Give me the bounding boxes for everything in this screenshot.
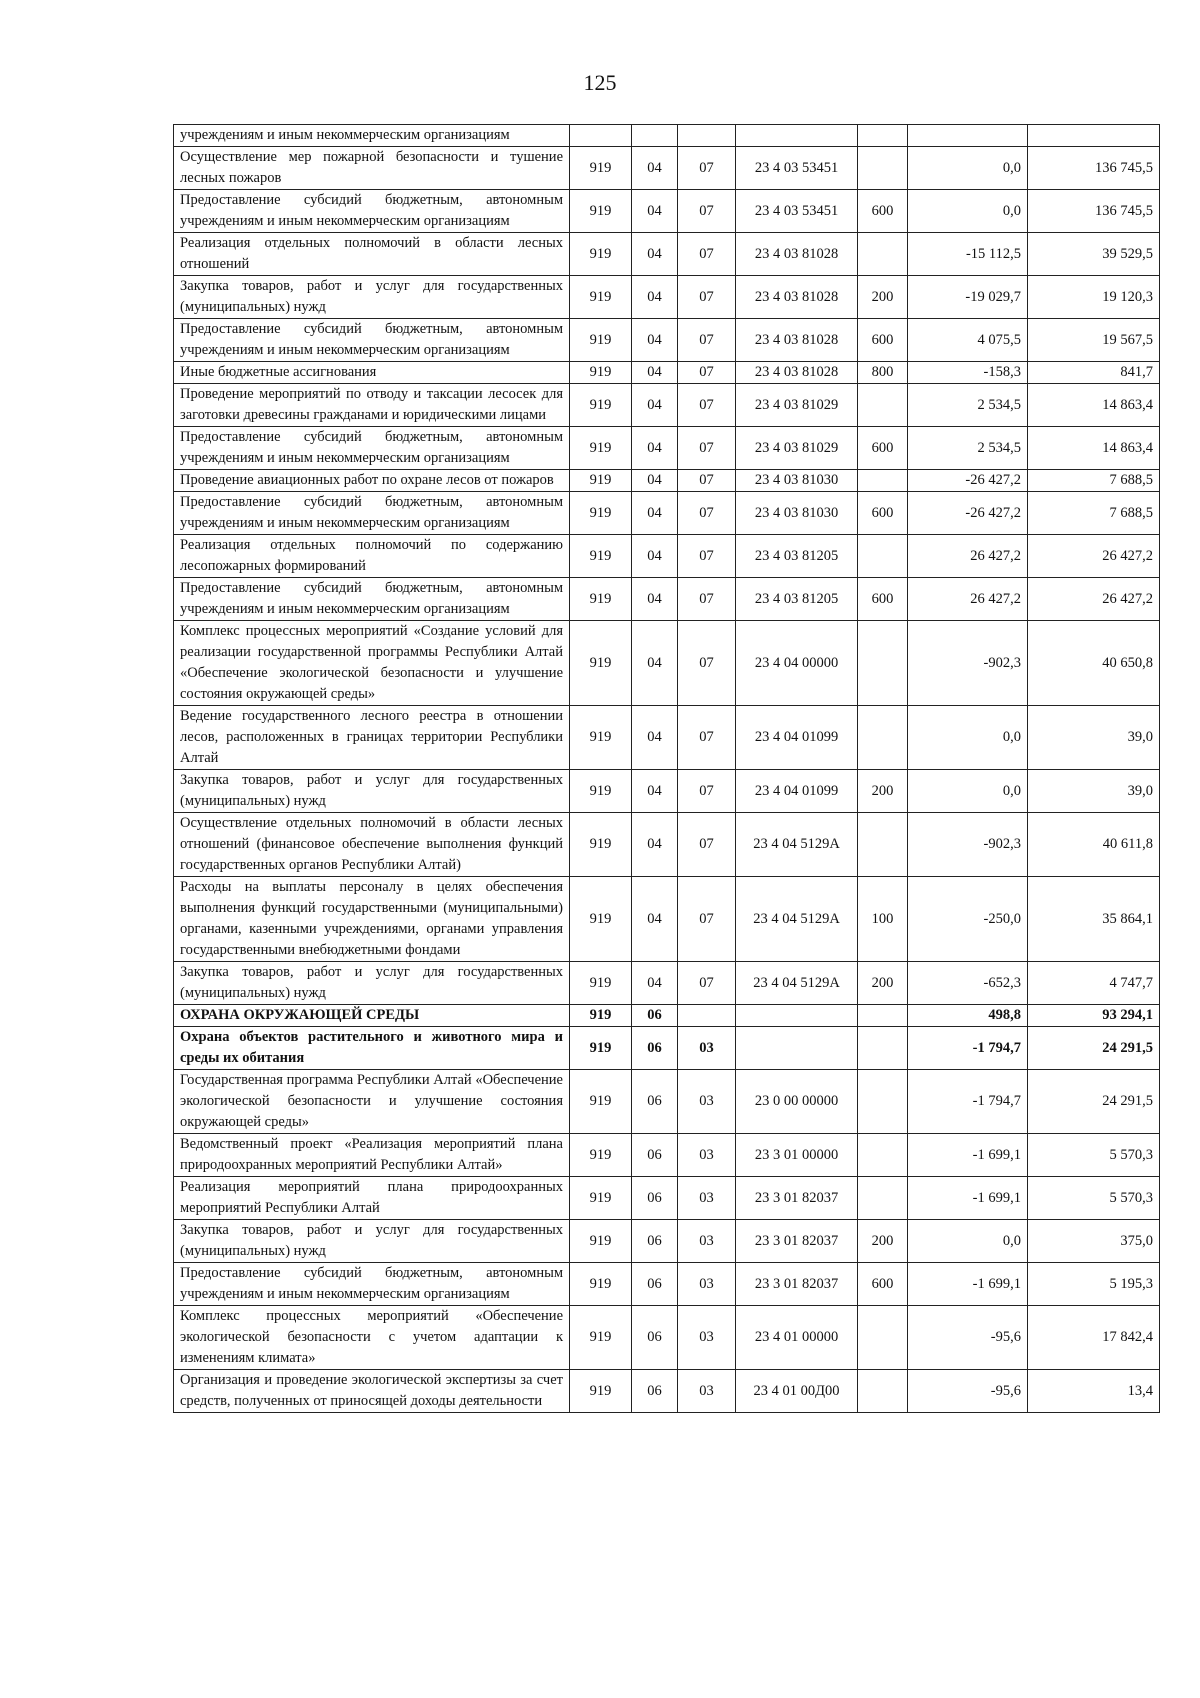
total-amount-cell: 26 427,2: [1028, 535, 1160, 578]
org-code-cell: 919: [570, 1370, 632, 1413]
row-name-cell: Организация и проведение экологической экспертизы за счет средств, полученных от приносящей доходы деятельности: [174, 1370, 570, 1413]
change-amount-cell: -902,3: [908, 813, 1028, 877]
section-code-cell: 04: [632, 535, 678, 578]
change-amount-cell: -250,0: [908, 877, 1028, 962]
section-code-cell: 04: [632, 319, 678, 362]
expense-type-cell: [858, 233, 908, 276]
total-amount-cell: 841,7: [1028, 362, 1160, 384]
row-name-cell: Реализация отдельных полномочий по содержанию лесопожарных формирований: [174, 535, 570, 578]
table-row: [174, 1070, 1160, 1134]
table-row: [174, 1027, 1160, 1070]
org-code-cell: 919: [570, 233, 632, 276]
section-code-cell: 04: [632, 962, 678, 1005]
section-code-cell: 04: [632, 470, 678, 492]
section-code-cell: 06: [632, 1027, 678, 1070]
org-code-cell: 919: [570, 770, 632, 813]
row-name-cell: Предоставление субсидий бюджетным, автономным учреждениям и иным некоммерческим организациям: [174, 492, 570, 535]
target-article-cell: 23 4 03 81029: [736, 427, 858, 470]
expense-type-cell: 600: [858, 492, 908, 535]
subsection-code-cell: 07: [678, 813, 736, 877]
target-article-cell: 23 4 03 53451: [736, 147, 858, 190]
target-article-cell: 23 4 03 81028: [736, 233, 858, 276]
target-article-cell: 23 4 03 81205: [736, 535, 858, 578]
expense-type-cell: 200: [858, 1220, 908, 1263]
section-code-cell: 04: [632, 578, 678, 621]
section-code-cell: 06: [632, 1220, 678, 1263]
org-code-cell: 919: [570, 427, 632, 470]
subsection-code-cell: 07: [678, 535, 736, 578]
table-row: [174, 147, 1160, 190]
change-amount-cell: 4 075,5: [908, 319, 1028, 362]
org-code-cell: 919: [570, 1177, 632, 1220]
subsection-code-cell: 07: [678, 384, 736, 427]
subsection-code-cell: 07: [678, 770, 736, 813]
org-code-cell: 919: [570, 877, 632, 962]
section-code-cell: 06: [632, 1370, 678, 1413]
expense-type-cell: 600: [858, 578, 908, 621]
target-article-cell: 23 3 01 82037: [736, 1220, 858, 1263]
row-name-cell: Закупка товаров, работ и услуг для государственных (муниципальных) нужд: [174, 1220, 570, 1263]
org-code-cell: 919: [570, 1263, 632, 1306]
org-code-cell: 919: [570, 384, 632, 427]
subsection-code-cell: 03: [678, 1370, 736, 1413]
table-row: [174, 1370, 1160, 1413]
expense-type-cell: [858, 1177, 908, 1220]
table-row: [174, 1134, 1160, 1177]
table-row: [174, 492, 1160, 535]
expense-type-cell: [858, 384, 908, 427]
total-amount-cell: 93 294,1: [1028, 1005, 1160, 1027]
expense-type-cell: [858, 125, 908, 147]
subsection-code-cell: 07: [678, 190, 736, 233]
target-article-cell: 23 4 03 81030: [736, 470, 858, 492]
expense-type-cell: [858, 813, 908, 877]
row-name-cell: Комплекс процессных мероприятий «Обеспечение экологической безопасности с учетом адаптации к изменениям климата»: [174, 1306, 570, 1370]
org-code-cell: 919: [570, 706, 632, 770]
target-article-cell: 23 4 03 81029: [736, 384, 858, 427]
target-article-cell: 23 3 01 82037: [736, 1177, 858, 1220]
change-amount-cell: 0,0: [908, 147, 1028, 190]
row-name-cell: Расходы на выплаты персоналу в целях обеспечения выполнения функций государственными (муниципальными) органами, казенными учреждениями, органами управления государственными внебюджетными фондами: [174, 877, 570, 962]
total-amount-cell: 136 745,5: [1028, 147, 1160, 190]
table-row: [174, 877, 1160, 962]
total-amount-cell: 4 747,7: [1028, 962, 1160, 1005]
expense-type-cell: [858, 147, 908, 190]
subsection-code-cell: 03: [678, 1070, 736, 1134]
row-name-cell: Осуществление отдельных полномочий в области лесных отношений (финансовое обеспечение выполнения функций государственных органов Республики Алтай): [174, 813, 570, 877]
change-amount-cell: 0,0: [908, 706, 1028, 770]
subsection-code-cell: [678, 125, 736, 147]
row-name-cell: Предоставление субсидий бюджетным, автономным учреждениям и иным некоммерческим организациям: [174, 427, 570, 470]
row-name-cell: Иные бюджетные ассигнования: [174, 362, 570, 384]
subsection-code-cell: 07: [678, 877, 736, 962]
target-article-cell: 23 4 04 00000: [736, 621, 858, 706]
expense-type-cell: 600: [858, 319, 908, 362]
table-row: [174, 384, 1160, 427]
total-amount-cell: 24 291,5: [1028, 1027, 1160, 1070]
section-code-cell: 06: [632, 1177, 678, 1220]
total-amount-cell: 39,0: [1028, 770, 1160, 813]
section-code-cell: 04: [632, 190, 678, 233]
target-article-cell: 23 4 03 81028: [736, 319, 858, 362]
table-row: [174, 770, 1160, 813]
org-code-cell: 919: [570, 276, 632, 319]
change-amount-cell: -902,3: [908, 621, 1028, 706]
section-code-cell: 04: [632, 770, 678, 813]
row-name-cell: Предоставление субсидий бюджетным, автономным учреждениям и иным некоммерческим организациям: [174, 190, 570, 233]
target-article-cell: 23 4 04 5129А: [736, 813, 858, 877]
budget-table: [173, 124, 1160, 1413]
table-row: [174, 706, 1160, 770]
expense-type-cell: [858, 535, 908, 578]
row-name-cell: Предоставление субсидий бюджетным, автономным учреждениям и иным некоммерческим организациям: [174, 1263, 570, 1306]
total-amount-cell: 40 611,8: [1028, 813, 1160, 877]
subsection-code-cell: 07: [678, 578, 736, 621]
row-name-cell: Проведение авиационных работ по охране лесов от пожаров: [174, 470, 570, 492]
row-name-cell: учреждениям и иным некоммерческим организациям: [174, 125, 570, 147]
change-amount-cell: -1 794,7: [908, 1027, 1028, 1070]
table-row: [174, 1177, 1160, 1220]
org-code-cell: 919: [570, 1027, 632, 1070]
subsection-code-cell: 07: [678, 621, 736, 706]
expense-type-cell: 800: [858, 362, 908, 384]
total-amount-cell: 136 745,5: [1028, 190, 1160, 233]
target-article-cell: [736, 1005, 858, 1027]
subsection-code-cell: 07: [678, 233, 736, 276]
table-row: [174, 470, 1160, 492]
total-amount-cell: 5 570,3: [1028, 1177, 1160, 1220]
table-row: [174, 962, 1160, 1005]
expense-type-cell: [858, 621, 908, 706]
change-amount-cell: 26 427,2: [908, 578, 1028, 621]
change-amount-cell: -19 029,7: [908, 276, 1028, 319]
org-code-cell: 919: [570, 621, 632, 706]
row-name-cell: Проведение мероприятий по отводу и таксации лесосек для заготовки древесины гражданами и юридическими лицами: [174, 384, 570, 427]
total-amount-cell: 375,0: [1028, 1220, 1160, 1263]
org-code-cell: 919: [570, 578, 632, 621]
total-amount-cell: 39,0: [1028, 706, 1160, 770]
target-article-cell: 23 4 04 5129А: [736, 962, 858, 1005]
total-amount-cell: 7 688,5: [1028, 470, 1160, 492]
table-row: [174, 233, 1160, 276]
table-row: [174, 319, 1160, 362]
change-amount-cell: 0,0: [908, 190, 1028, 233]
row-name-cell: Осуществление мер пожарной безопасности и тушение лесных пожаров: [174, 147, 570, 190]
expense-type-cell: 600: [858, 1263, 908, 1306]
total-amount-cell: 19 567,5: [1028, 319, 1160, 362]
row-name-cell: Закупка товаров, работ и услуг для государственных (муниципальных) нужд: [174, 962, 570, 1005]
section-code-cell: 04: [632, 384, 678, 427]
total-amount-cell: 13,4: [1028, 1370, 1160, 1413]
table-row: [174, 1220, 1160, 1263]
expense-type-cell: [858, 706, 908, 770]
section-code-cell: 06: [632, 1263, 678, 1306]
change-amount-cell: 26 427,2: [908, 535, 1028, 578]
total-amount-cell: 5 570,3: [1028, 1134, 1160, 1177]
target-article-cell: [736, 125, 858, 147]
expense-type-cell: [858, 1027, 908, 1070]
org-code-cell: 919: [570, 1220, 632, 1263]
total-amount-cell: 35 864,1: [1028, 877, 1160, 962]
total-amount-cell: 5 195,3: [1028, 1263, 1160, 1306]
target-article-cell: 23 3 01 00000: [736, 1134, 858, 1177]
target-article-cell: 23 4 04 01099: [736, 770, 858, 813]
total-amount-cell: 40 650,8: [1028, 621, 1160, 706]
row-name-cell: ОХРАНА ОКРУЖАЮЩЕЙ СРЕДЫ: [174, 1005, 570, 1027]
change-amount-cell: -652,3: [908, 962, 1028, 1005]
expense-type-cell: [858, 470, 908, 492]
subsection-code-cell: 07: [678, 276, 736, 319]
change-amount-cell: -1 699,1: [908, 1263, 1028, 1306]
org-code-cell: 919: [570, 319, 632, 362]
row-name-cell: Предоставление субсидий бюджетным, автономным учреждениям и иным некоммерческим организациям: [174, 578, 570, 621]
change-amount-cell: -1 794,7: [908, 1070, 1028, 1134]
section-code-cell: [632, 125, 678, 147]
row-name-cell: Предоставление субсидий бюджетным, автономным учреждениям и иным некоммерческим организациям: [174, 319, 570, 362]
org-code-cell: 919: [570, 535, 632, 578]
target-article-cell: 23 4 04 01099: [736, 706, 858, 770]
expense-type-cell: [858, 1005, 908, 1027]
table-row: [174, 578, 1160, 621]
subsection-code-cell: 03: [678, 1177, 736, 1220]
subsection-code-cell: 07: [678, 962, 736, 1005]
row-name-cell: Комплекс процессных мероприятий «Создание условий для реализации государственной программы Республики Алтай «Обеспечение экологической безопасности и улучшение состояния окружающей среды»: [174, 621, 570, 706]
org-code-cell: [570, 125, 632, 147]
subsection-code-cell: 03: [678, 1027, 736, 1070]
expense-type-cell: [858, 1306, 908, 1370]
target-article-cell: 23 4 01 00000: [736, 1306, 858, 1370]
section-code-cell: 04: [632, 813, 678, 877]
row-name-cell: Закупка товаров, работ и услуг для государственных (муниципальных) нужд: [174, 276, 570, 319]
table-row: [174, 813, 1160, 877]
expense-type-cell: 200: [858, 770, 908, 813]
subsection-code-cell: [678, 1005, 736, 1027]
target-article-cell: 23 4 03 81028: [736, 362, 858, 384]
change-amount-cell: -26 427,2: [908, 492, 1028, 535]
target-article-cell: 23 4 03 53451: [736, 190, 858, 233]
org-code-cell: 919: [570, 1070, 632, 1134]
budget-table-body: [174, 125, 1160, 1413]
org-code-cell: 919: [570, 147, 632, 190]
org-code-cell: 919: [570, 492, 632, 535]
change-amount-cell: -95,6: [908, 1306, 1028, 1370]
table-row: [174, 362, 1160, 384]
org-code-cell: 919: [570, 813, 632, 877]
total-amount-cell: 26 427,2: [1028, 578, 1160, 621]
subsection-code-cell: 07: [678, 706, 736, 770]
total-amount-cell: 7 688,5: [1028, 492, 1160, 535]
section-code-cell: 04: [632, 427, 678, 470]
table-row: [174, 535, 1160, 578]
target-article-cell: 23 4 03 81030: [736, 492, 858, 535]
section-code-cell: 04: [632, 233, 678, 276]
subsection-code-cell: 07: [678, 427, 736, 470]
change-amount-cell: -158,3: [908, 362, 1028, 384]
total-amount-cell: 19 120,3: [1028, 276, 1160, 319]
row-name-cell: Ведомственный проект «Реализация мероприятий плана природоохранных мероприятий Республики Алтай»: [174, 1134, 570, 1177]
expense-type-cell: 200: [858, 962, 908, 1005]
change-amount-cell: -1 699,1: [908, 1177, 1028, 1220]
page-number: 125: [583, 70, 617, 95]
change-amount-cell: 2 534,5: [908, 384, 1028, 427]
subsection-code-cell: 03: [678, 1306, 736, 1370]
section-code-cell: 04: [632, 492, 678, 535]
subsection-code-cell: 07: [678, 492, 736, 535]
section-code-cell: 06: [632, 1070, 678, 1134]
row-name-cell: Ведение государственного лесного реестра в отношении лесов, расположенных в границах территории Республики Алтай: [174, 706, 570, 770]
row-name-cell: Охрана объектов растительного и животного мира и среды их обитания: [174, 1027, 570, 1070]
org-code-cell: 919: [570, 362, 632, 384]
change-amount-cell: -26 427,2: [908, 470, 1028, 492]
total-amount-cell: 24 291,5: [1028, 1070, 1160, 1134]
section-code-cell: 06: [632, 1306, 678, 1370]
org-code-cell: 919: [570, 190, 632, 233]
change-amount-cell: -1 699,1: [908, 1134, 1028, 1177]
change-amount-cell: 498,8: [908, 1005, 1028, 1027]
target-article-cell: 23 4 01 00Д00: [736, 1370, 858, 1413]
subsection-code-cell: 03: [678, 1220, 736, 1263]
target-article-cell: 23 4 03 81028: [736, 276, 858, 319]
change-amount-cell: -15 112,5: [908, 233, 1028, 276]
table-row: [174, 125, 1160, 147]
subsection-code-cell: 07: [678, 147, 736, 190]
expense-type-cell: 600: [858, 190, 908, 233]
expense-type-cell: 600: [858, 427, 908, 470]
expense-type-cell: 100: [858, 877, 908, 962]
table-row: [174, 621, 1160, 706]
total-amount-cell: [1028, 125, 1160, 147]
change-amount-cell: [908, 125, 1028, 147]
table-row: [174, 276, 1160, 319]
section-code-cell: 04: [632, 706, 678, 770]
org-code-cell: 919: [570, 1306, 632, 1370]
total-amount-cell: 14 863,4: [1028, 427, 1160, 470]
change-amount-cell: 2 534,5: [908, 427, 1028, 470]
total-amount-cell: 39 529,5: [1028, 233, 1160, 276]
row-name-cell: Закупка товаров, работ и услуг для государственных (муниципальных) нужд: [174, 770, 570, 813]
total-amount-cell: 14 863,4: [1028, 384, 1160, 427]
org-code-cell: 919: [570, 1134, 632, 1177]
change-amount-cell: -95,6: [908, 1370, 1028, 1413]
target-article-cell: 23 4 04 5129А: [736, 877, 858, 962]
org-code-cell: 919: [570, 962, 632, 1005]
subsection-code-cell: 07: [678, 362, 736, 384]
expense-type-cell: [858, 1134, 908, 1177]
target-article-cell: [736, 1027, 858, 1070]
table-row: [174, 1306, 1160, 1370]
target-article-cell: 23 0 00 00000: [736, 1070, 858, 1134]
row-name-cell: Реализация мероприятий плана природоохранных мероприятий Республики Алтай: [174, 1177, 570, 1220]
table-row: [174, 427, 1160, 470]
section-code-cell: 04: [632, 147, 678, 190]
target-article-cell: 23 4 03 81205: [736, 578, 858, 621]
section-code-cell: 04: [632, 621, 678, 706]
change-amount-cell: 0,0: [908, 770, 1028, 813]
subsection-code-cell: 07: [678, 319, 736, 362]
expense-type-cell: 200: [858, 276, 908, 319]
row-name-cell: Государственная программа Республики Алтай «Обеспечение экологической безопасности и улучшение состояния окружающей среды»: [174, 1070, 570, 1134]
table-row: [174, 190, 1160, 233]
section-code-cell: 06: [632, 1005, 678, 1027]
org-code-cell: 919: [570, 470, 632, 492]
row-name-cell: Реализация отдельных полномочий в области лесных отношений: [174, 233, 570, 276]
section-code-cell: 04: [632, 877, 678, 962]
section-code-cell: 04: [632, 276, 678, 319]
target-article-cell: 23 3 01 82037: [736, 1263, 858, 1306]
expense-type-cell: [858, 1370, 908, 1413]
org-code-cell: 919: [570, 1005, 632, 1027]
subsection-code-cell: 03: [678, 1263, 736, 1306]
total-amount-cell: 17 842,4: [1028, 1306, 1160, 1370]
section-code-cell: 06: [632, 1134, 678, 1177]
subsection-code-cell: 03: [678, 1134, 736, 1177]
change-amount-cell: 0,0: [908, 1220, 1028, 1263]
table-row: [174, 1263, 1160, 1306]
section-code-cell: 04: [632, 362, 678, 384]
expense-type-cell: [858, 1070, 908, 1134]
table-row: [174, 1005, 1160, 1027]
subsection-code-cell: 07: [678, 470, 736, 492]
